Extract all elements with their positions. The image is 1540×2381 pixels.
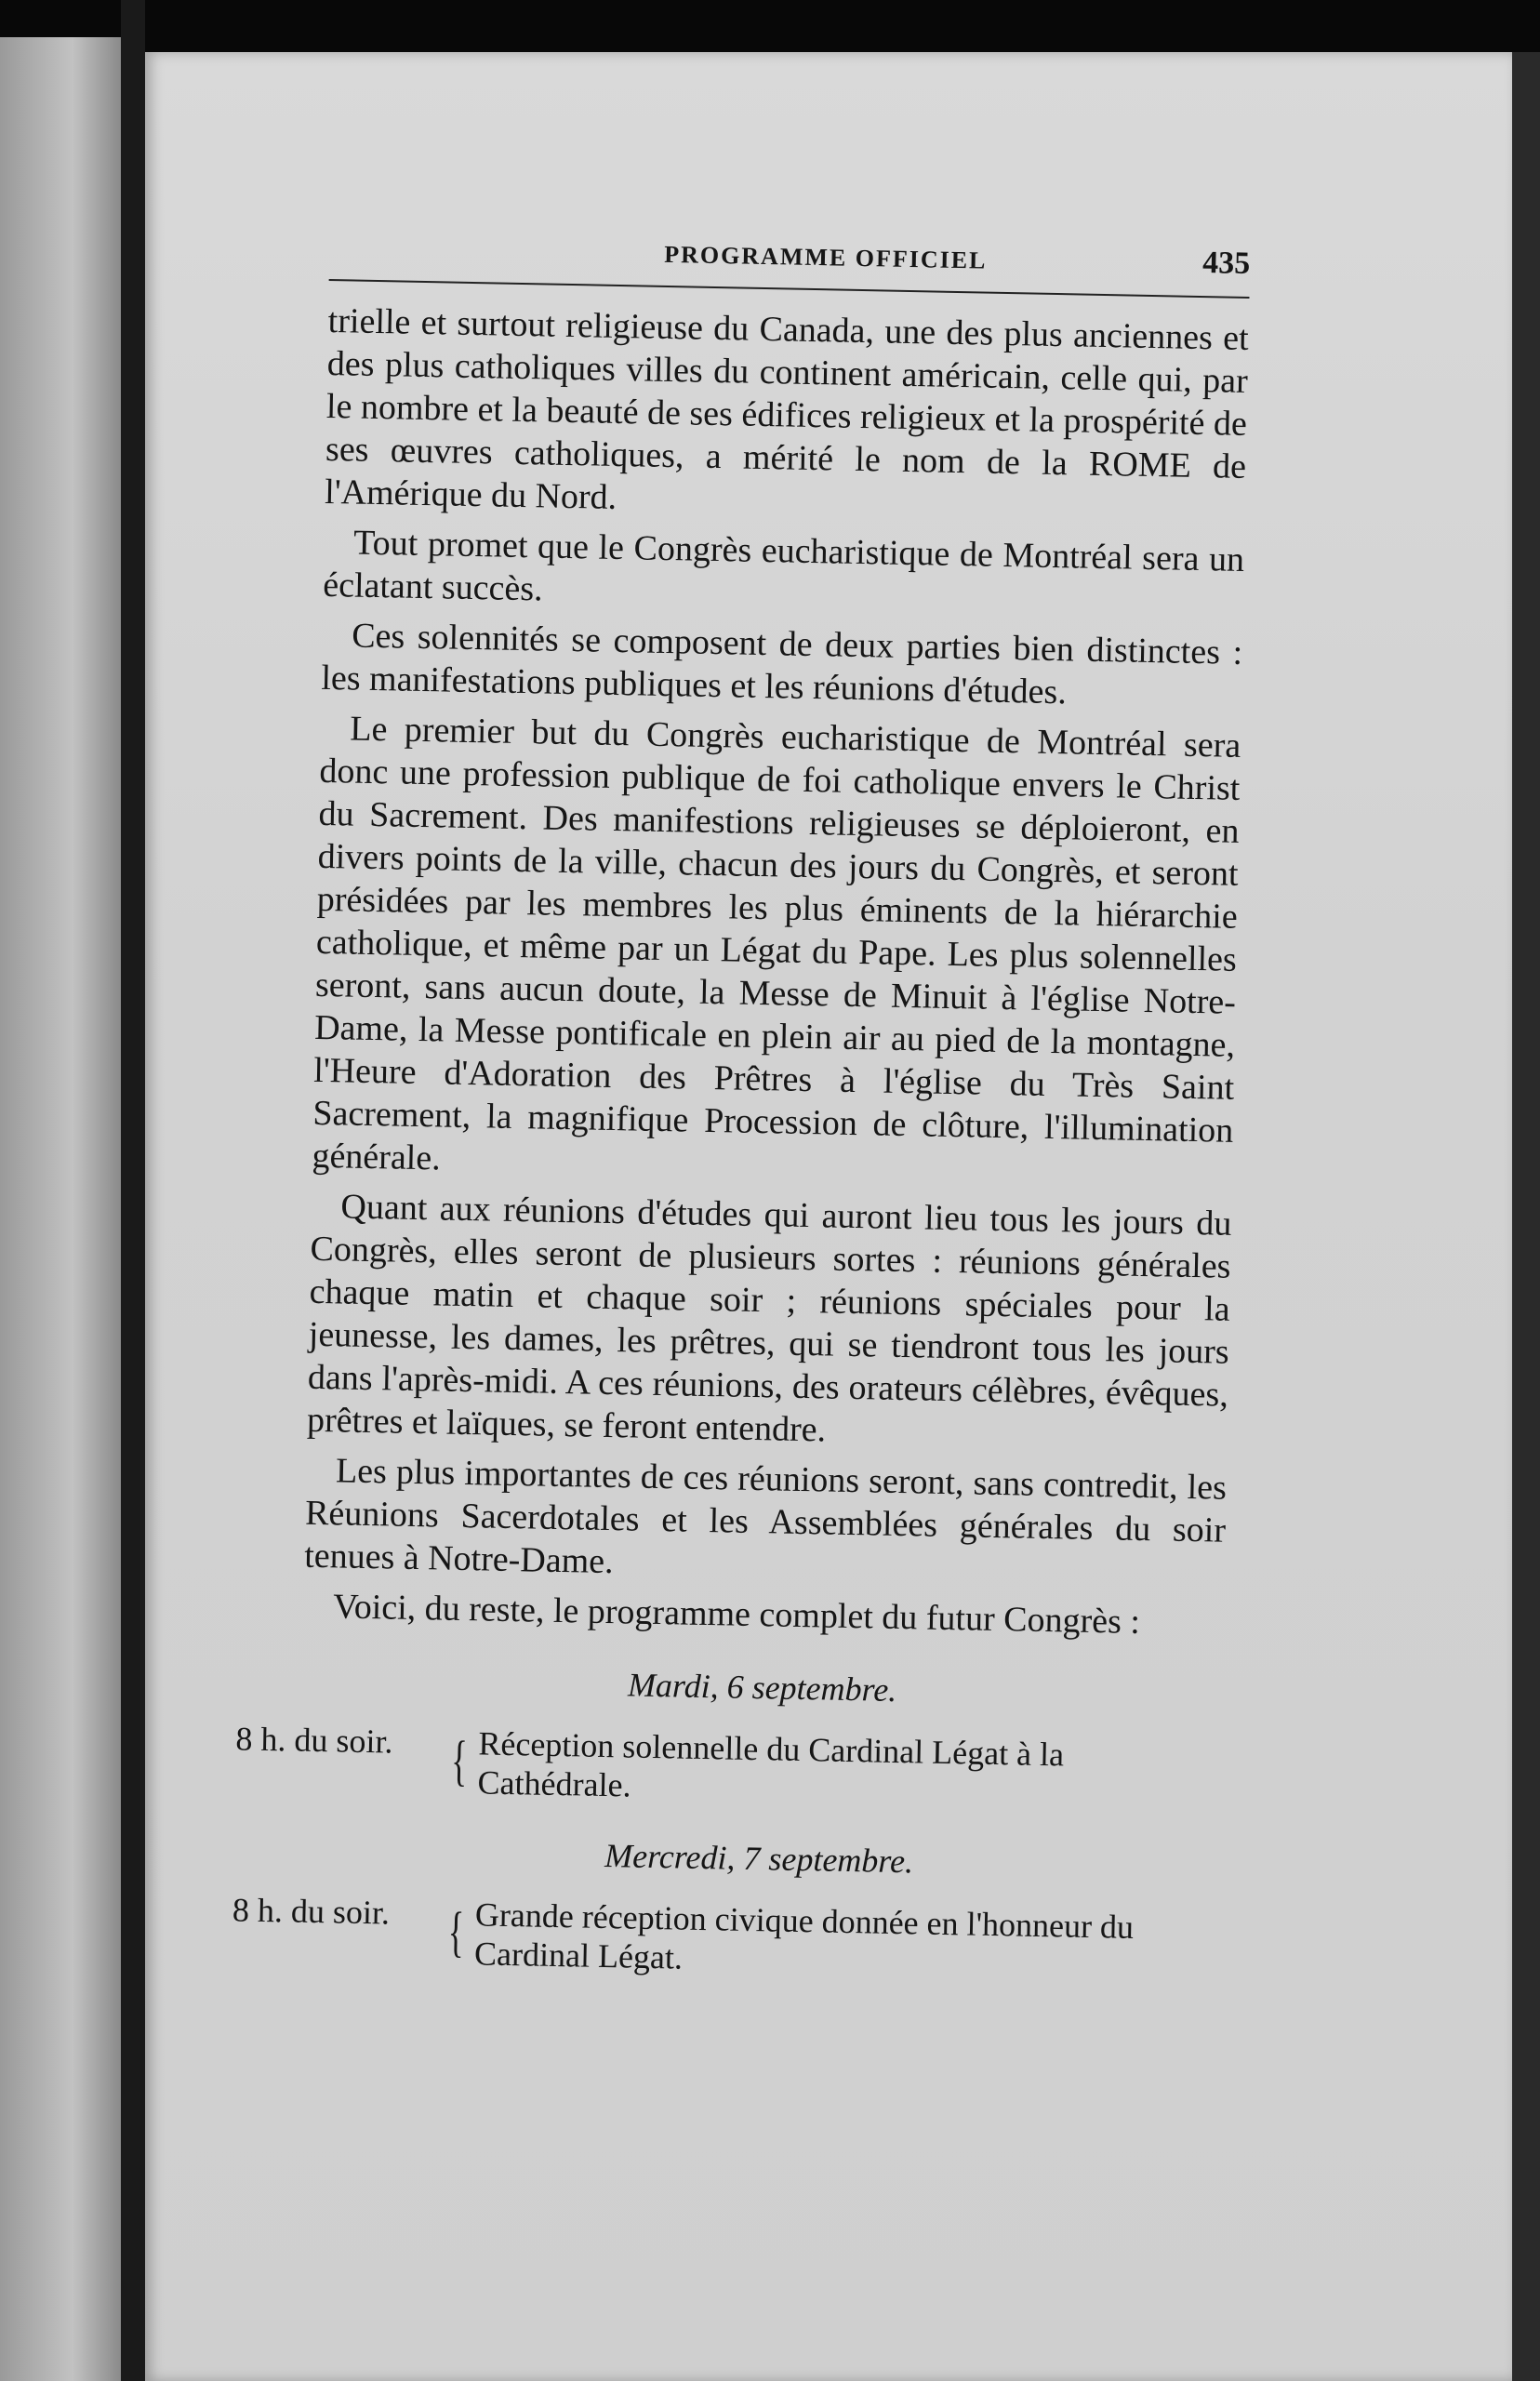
schedule-brace: { xyxy=(450,1729,469,1792)
page-number: 435 xyxy=(1201,246,1251,281)
paragraph: Ces solennités se composent de deux parties bien distinctes : les manifestations publiques et les réunions d'études. xyxy=(321,616,1243,712)
facing-page-edge xyxy=(0,37,121,2381)
schedule-brace: { xyxy=(447,1900,465,1963)
schedule-event: Réception solennelle du Cardinal Légat à la Cathédrale. xyxy=(477,1724,1065,1804)
programme-schedule xyxy=(232,1659,1223,1988)
paragraph-continuation: trielle et surtout religieuse du Canada, une des plus anciennes et des plus catholiques villes du continent américain, celle qui, par le nombre et la beauté de ses édifices religieux et la prospérité de ses œuvres catholiques, a mérité le nom de la ROME de l'Amérique du Nord. xyxy=(324,300,1250,517)
paragraph: Voici, du reste, le programme complet du futur Congrès : xyxy=(332,1587,1141,1642)
schedule-date-heading: Mercredi, 7 septembre. xyxy=(604,1836,914,1881)
running-title: PROGRAMME OFFICIEL xyxy=(663,240,988,274)
paragraph: Les plus importantes de ces réunions seront, sans contredit, les Réunions Sacerdotales et les Assemblées générales du soir tenues à Notre-Dame. xyxy=(303,1451,1228,1582)
schedule-event: Grande réception civique donnée en l'honneur du Cardinal Légat. xyxy=(473,1895,1135,1976)
paragraph: Quant aux réunions d'études qui auront lieu tous les jours du Congrès, elles seront de plusieurs sortes : réunions générales chaque matin et chaque soir ; réunions spéciales pour la jeunesse, les dames, les prêtres, qui se tiendront tous les jours dans l'après-midi. A ces réunions, des orateurs célèbres, évêques, prêtres et laïques, se feront entendre. xyxy=(306,1187,1232,1450)
book-gutter xyxy=(121,0,145,2381)
paragraph: Le premier but du Congrès eucharistique de Montréal sera donc une profession publique de foi catholique envers le Christ du Sacrement. Des manifestions religieuses se déploieront, en divers points de la ville, chacun des jours du Congrès, et seront présidées par les membres les plus éminents de la hiérarchie catholique, et même par un Légat du Pape. Les plus solennelles seront, sans aucun doute, la Messe de Minuit à l'église Notre-Dame, la Messe pontificale en plein air au pied de la montagne, l'Heure d'Adoration des Prêtres à l'église du Très Saint Sacrement, la magnifique Procession de clôture, l'illumination générale. xyxy=(312,709,1241,1178)
page-content xyxy=(232,214,1251,1988)
schedule-entry xyxy=(235,1720,1221,1816)
scan-top-edge xyxy=(0,0,1540,52)
schedule-time: 8 h. du soir. xyxy=(232,1891,391,1932)
schedule-date-heading: Mardi, 6 septembre. xyxy=(627,1666,897,1709)
body-text xyxy=(303,299,1249,1645)
schedule-time: 8 h. du soir. xyxy=(235,1720,393,1761)
page-right-edge xyxy=(1512,52,1540,2381)
paragraph: Tout promet que le Congrès eucharistique de Montréal sera un éclatant succès. xyxy=(322,523,1245,609)
